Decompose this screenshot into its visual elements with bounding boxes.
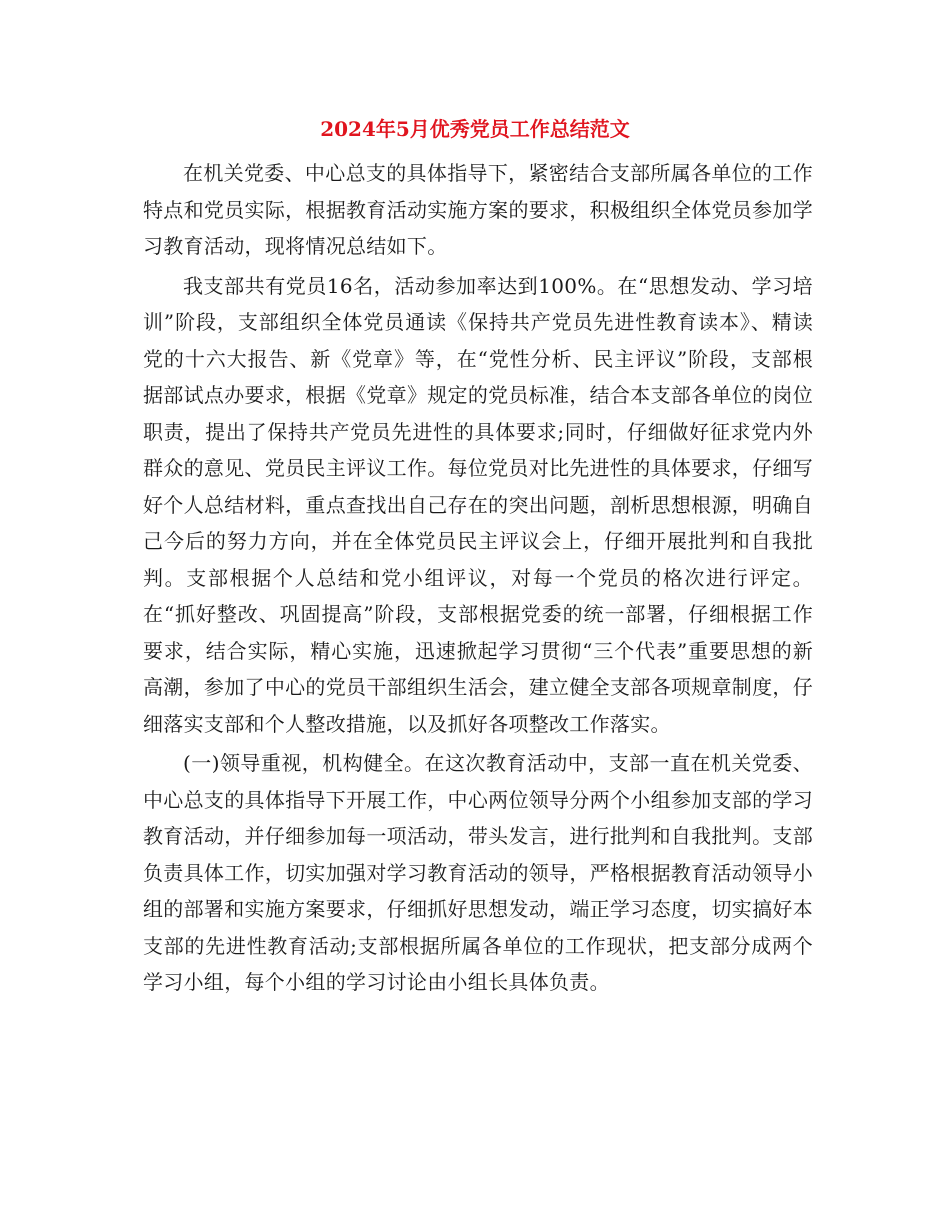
paragraph-intro: 在机关党委、中心总支的具体指导下，紧密结合支部所属各单位的工作特点和党员实际，根据教育活动实施方案的要求，积极组织全体党员参加学习教育活动，现将情况总结如下。 [143,161,813,258]
paragraph-summary: 我支部共有党员16名，活动参加率达到100%。在“思想发动、学习培训”阶段，支部组织全体党员通读《保持共产党员先进性教育读本》、精读党的十六大报告、新《党章》等，在“党性分析、民主评议”阶段，支部根据部试点办要求，根据《党章》规定的党员标准，结合本支部各单位的岗位职责，提出了保持共产党员先进性的具体要求;同时，仔细做好征求党内外群众的意见、党员民主评议工作。每位党员对比先进性的具体要求，仔细写好个人总结材料，重点查找出自己存在的突出问题，剖析思想根源，明确自己今后的努力方向，并在全体党员民主评议会上，仔细开展批判和自我批判。支部根据个人总结和党小组评议，对每一个党员的格次进行评定。在“抓好整改、巩固提高”阶段，支部根据党委的统一部署，仔细根据工作要求，结合实际，精心实施，迅速掀起学习贯彻“三个代表”重要思想的新高潮，参加了中心的党员干部组织生活会，建立健全支部各项规章制度，仔细落实支部和个人整改措施，以及抓好各项整改工作落实。 [143,273,813,736]
document-body [143,155,813,1004]
paragraph-leadership: (一)领导重视，机构健全。在这次教育活动中，支部一直在机关党委、中心总支的具体指导下开展工作，中心两位领导分两个小组参加支部的学习教育活动，并仔细参加每一项活动，带头发言，进行批判和自我批判。支部负责具体工作，切实加强对学习教育活动的领导，严格根据教育活动领导小组的部署和实施方案要求，仔细抓好思想发动，端正学习态度，切实搞好本支部的先进性教育活动;支部根据所属各单位的工作现状，把支部分成两个学习小组，每个小组的学习讨论由小组长具体负责。 [143,751,813,994]
document-title: 2024年5月优秀党员工作总结范文 [320,117,630,141]
